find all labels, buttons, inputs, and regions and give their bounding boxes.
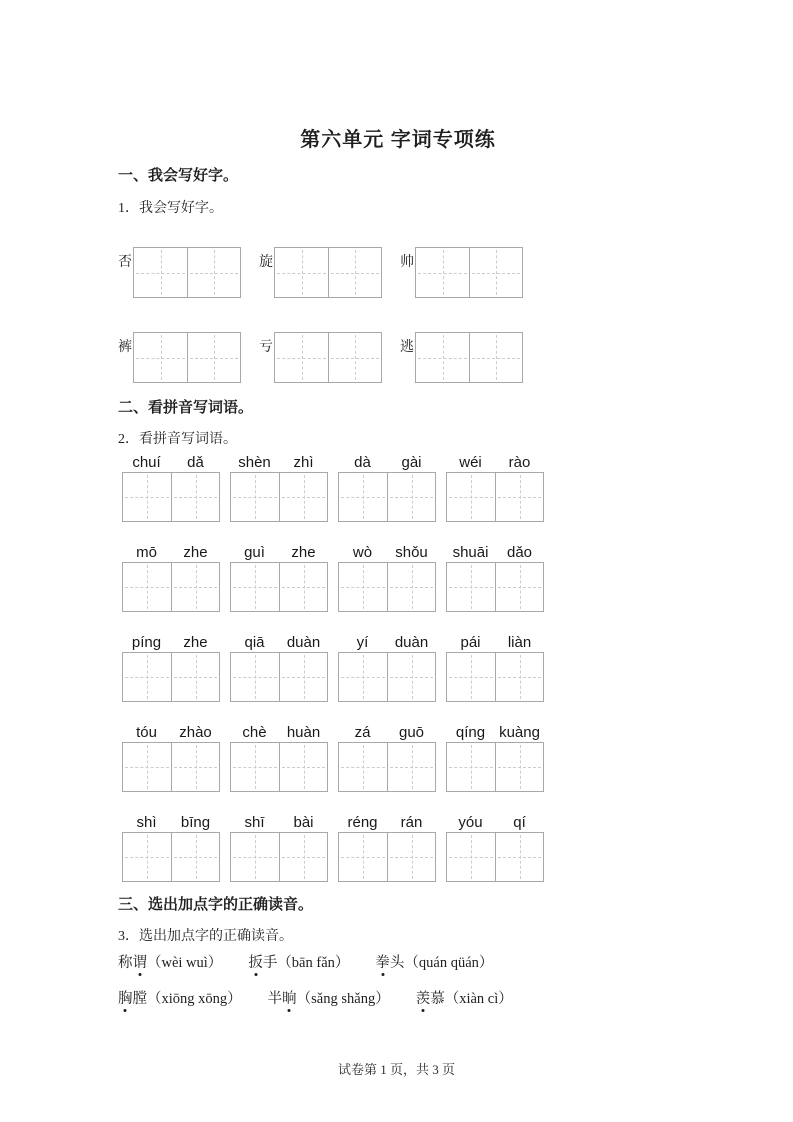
pinyin-syllables <box>230 454 328 472</box>
writing-grid <box>338 562 436 612</box>
writing-group <box>259 247 382 298</box>
writing-grid <box>133 332 241 383</box>
pinyin-syllables <box>338 544 436 562</box>
grid-cell <box>495 833 543 881</box>
writing-grid-row <box>118 332 678 383</box>
item-3-label: 3．选出加点字的正确读音。 <box>118 929 293 944</box>
grid-cell <box>469 248 522 297</box>
dotted-character: 拳 <box>375 955 390 971</box>
section-3-heading: 三、选出加点字的正确读音。 <box>118 896 314 913</box>
writing-grid <box>274 332 382 383</box>
writing-grid <box>338 652 436 702</box>
term-options: 手（bān fǎn） <box>262 955 350 971</box>
grid-cell <box>134 248 187 297</box>
pinyin-syllable: yóu <box>458 814 483 831</box>
pinyin-syllable: dà <box>354 454 371 471</box>
pinyin-syllable: shǒu <box>395 544 428 561</box>
pronunciation-line <box>118 953 678 973</box>
pinyin-syllable: wò <box>352 544 373 561</box>
pinyin-syllables <box>122 814 220 832</box>
pinyin-group <box>338 724 436 792</box>
grid-cell <box>495 563 543 611</box>
grid-cell <box>495 473 543 521</box>
pinyin-syllable: rán <box>400 814 423 831</box>
grid-cell <box>231 743 279 791</box>
writing-grid <box>133 247 241 298</box>
grid-cell <box>339 743 387 791</box>
pinyin-group <box>230 544 328 612</box>
pinyin-syllable: zá <box>354 724 371 741</box>
pinyin-syllable: zhì <box>293 454 314 471</box>
grid-cell <box>416 333 469 382</box>
writing-group <box>259 332 382 383</box>
grid-cell <box>171 743 219 791</box>
pinyin-syllable: guì <box>244 544 265 561</box>
grid-cell <box>469 333 522 382</box>
grid-cell <box>279 563 327 611</box>
pinyin-syllables <box>338 814 436 832</box>
grid-cell <box>171 833 219 881</box>
grid-cell <box>387 563 435 611</box>
writing-grid <box>446 742 544 792</box>
pinyin-syllable: zhe <box>291 544 316 561</box>
pinyin-group <box>446 454 544 522</box>
writing-grid-row <box>118 247 678 298</box>
pinyin-syllable: duàn <box>394 634 429 651</box>
pinyin-syllables <box>338 454 436 472</box>
dotted-character: 晌 <box>282 991 297 1007</box>
grid-cell <box>134 333 187 382</box>
writing-grid <box>446 652 544 702</box>
pinyin-syllable: shī <box>244 814 265 831</box>
grid-cell <box>171 653 219 701</box>
pinyin-syllable: kuàng <box>499 724 540 741</box>
grid-cell <box>339 473 387 521</box>
pinyin-syllables <box>230 724 328 742</box>
pinyin-group <box>122 724 220 792</box>
pinyin-syllable: pái <box>460 634 481 651</box>
pronunciation-term <box>375 953 493 973</box>
pronunciation-term <box>416 989 513 1009</box>
grid-cell <box>123 653 171 701</box>
pinyin-syllable: shì <box>136 814 157 831</box>
writing-grid <box>230 832 328 882</box>
dotted-character: 谓 <box>132 955 147 971</box>
grid-cell <box>387 473 435 521</box>
pinyin-group <box>338 544 436 612</box>
grid-cell <box>231 473 279 521</box>
pinyin-syllable: zhe <box>183 544 208 561</box>
writing-grid <box>230 562 328 612</box>
grid-cell <box>447 743 495 791</box>
grid-cell <box>171 563 219 611</box>
pinyin-syllables <box>230 634 328 652</box>
grid-cell <box>447 563 495 611</box>
pinyin-group <box>338 814 436 882</box>
pinyin-syllable: qíng <box>455 724 486 741</box>
grid-cell <box>123 743 171 791</box>
pronunciation-term <box>248 953 349 973</box>
item-1-label: 1．我会写好字。 <box>118 201 223 216</box>
writing-group <box>400 332 523 383</box>
pinyin-group <box>446 814 544 882</box>
grid-cell <box>123 473 171 521</box>
writing-grid <box>122 742 220 792</box>
writing-grid <box>274 247 382 298</box>
page-title: 第六单元 字词专项练 <box>300 129 496 151</box>
term-options: 头（quán qüán） <box>389 955 494 971</box>
pinyin-syllable: chuí <box>132 454 161 471</box>
pinyin-group <box>446 634 544 702</box>
pinyin-row <box>122 634 678 702</box>
grid-cell <box>231 833 279 881</box>
pinyin-syllable: mō <box>136 544 157 561</box>
section-2-heading: 二、看拼音写词语。 <box>118 399 254 416</box>
pinyin-row <box>122 544 678 612</box>
page-content <box>118 0 678 1009</box>
pinyin-syllables <box>446 454 544 472</box>
writing-group <box>118 247 241 298</box>
grid-cell <box>275 333 328 382</box>
grid-cell <box>279 743 327 791</box>
writing-grid <box>230 742 328 792</box>
grid-cell <box>187 333 240 382</box>
grid-cell <box>275 248 328 297</box>
dotted-character: 扳 <box>248 955 263 971</box>
grid-cell <box>339 833 387 881</box>
pinyin-row <box>122 454 678 522</box>
pinyin-syllable: guō <box>398 724 425 741</box>
grid-cell <box>447 653 495 701</box>
pinyin-group <box>122 544 220 612</box>
pinyin-group <box>230 634 328 702</box>
pinyin-group <box>122 634 220 702</box>
pinyin-syllable: qí <box>513 814 526 831</box>
writing-grid <box>122 472 220 522</box>
pinyin-row <box>122 814 678 882</box>
grid-cell <box>416 248 469 297</box>
pinyin-syllable: píng <box>131 634 162 651</box>
pinyin-syllables <box>446 724 544 742</box>
grid-cell <box>495 653 543 701</box>
writing-grid <box>415 247 523 298</box>
writing-grid <box>446 832 544 882</box>
term-options: 慕（xiàn cì） <box>430 991 513 1007</box>
pinyin-syllable: zhào <box>179 724 212 741</box>
grid-cell <box>187 248 240 297</box>
term-options: 膛（xiōng xōng） <box>132 991 242 1007</box>
pinyin-group <box>230 814 328 882</box>
pinyin-syllables <box>122 544 220 562</box>
pinyin-group <box>230 724 328 792</box>
grid-cell <box>447 473 495 521</box>
model-character: 亏 <box>259 340 273 355</box>
page-footer: 试卷第 1 页，共 3 页 <box>337 1062 455 1077</box>
grid-cell <box>339 653 387 701</box>
model-character: 逃 <box>400 340 414 355</box>
pinyin-syllables <box>122 634 220 652</box>
pinyin-syllables <box>446 634 544 652</box>
pinyin-syllable: dǎ <box>187 454 204 471</box>
grid-cell <box>123 563 171 611</box>
grid-cell <box>279 653 327 701</box>
pinyin-syllable: qiā <box>244 634 265 651</box>
term-options: （wèi wuì） <box>147 955 223 971</box>
pinyin-syllable: zhe <box>183 634 208 651</box>
grid-cell <box>123 833 171 881</box>
pinyin-syllable: liàn <box>507 634 532 651</box>
writing-grid <box>338 832 436 882</box>
pinyin-syllables <box>122 454 220 472</box>
term-options: （sǎng shǎng） <box>296 991 390 1007</box>
pinyin-group <box>122 814 220 882</box>
pinyin-group <box>446 724 544 792</box>
grid-cell <box>387 833 435 881</box>
pinyin-syllable: bài <box>293 814 314 831</box>
pronunciation-term <box>118 989 242 1009</box>
writing-grid <box>446 562 544 612</box>
grid-cell <box>328 333 381 382</box>
writing-grid <box>415 332 523 383</box>
pinyin-syllables <box>446 814 544 832</box>
pinyin-syllables <box>230 544 328 562</box>
pinyin-syllables <box>338 634 436 652</box>
section-1-heading: 一、我会写好字。 <box>118 167 239 184</box>
pinyin-syllable: réng <box>347 814 378 831</box>
item-2-label: 2．看拼音写词语。 <box>118 432 237 447</box>
grid-cell <box>387 743 435 791</box>
writing-group <box>118 332 241 383</box>
grid-cell <box>279 473 327 521</box>
writing-grid <box>338 742 436 792</box>
pinyin-syllable: rào <box>508 454 531 471</box>
pinyin-group <box>122 454 220 522</box>
pinyin-syllable: shèn <box>238 454 271 471</box>
grid-cell <box>231 563 279 611</box>
pinyin-row <box>122 724 678 792</box>
grid-cell <box>339 563 387 611</box>
pinyin-syllable: dǎo <box>506 544 533 561</box>
writing-grid <box>230 472 328 522</box>
pinyin-syllable: shuāi <box>452 544 489 561</box>
term-text: 称 <box>118 955 133 971</box>
term-text: 半 <box>267 991 283 1007</box>
pronunciation-term <box>268 989 390 1009</box>
writing-grid <box>230 652 328 702</box>
grid-cell <box>387 653 435 701</box>
pinyin-syllable: yí <box>356 634 369 651</box>
writing-grid <box>338 472 436 522</box>
dotted-character: 胸 <box>118 991 133 1007</box>
grid-cell <box>495 743 543 791</box>
grid-cell <box>447 833 495 881</box>
pinyin-syllables <box>338 724 436 742</box>
writing-grid <box>446 472 544 522</box>
pinyin-syllables <box>122 724 220 742</box>
pinyin-syllables <box>446 544 544 562</box>
pinyin-syllables <box>230 814 328 832</box>
pinyin-group <box>338 634 436 702</box>
grid-cell <box>328 248 381 297</box>
writing-grid <box>122 652 220 702</box>
model-character: 裤 <box>118 340 132 355</box>
grid-cell <box>231 653 279 701</box>
writing-grid <box>122 562 220 612</box>
pronunciation-term <box>118 953 222 973</box>
pinyin-syllable: duàn <box>286 634 321 651</box>
pinyin-syllable: gài <box>401 454 422 471</box>
grid-cell <box>171 473 219 521</box>
pinyin-syllable: chè <box>242 724 267 741</box>
pinyin-group <box>338 454 436 522</box>
pinyin-group <box>446 544 544 612</box>
dotted-character: 羡 <box>415 991 431 1007</box>
pinyin-syllable: tóu <box>136 724 157 741</box>
model-character: 旋 <box>259 255 273 270</box>
pronunciation-line <box>118 989 678 1009</box>
pinyin-syllable: huàn <box>286 724 321 741</box>
model-character: 否 <box>118 255 132 270</box>
pinyin-syllable: bīng <box>180 814 211 831</box>
pinyin-group <box>230 454 328 522</box>
grid-cell <box>279 833 327 881</box>
writing-group <box>400 247 523 298</box>
writing-grid <box>122 832 220 882</box>
pinyin-syllable: wéi <box>459 454 482 471</box>
model-character: 帅 <box>400 255 414 270</box>
